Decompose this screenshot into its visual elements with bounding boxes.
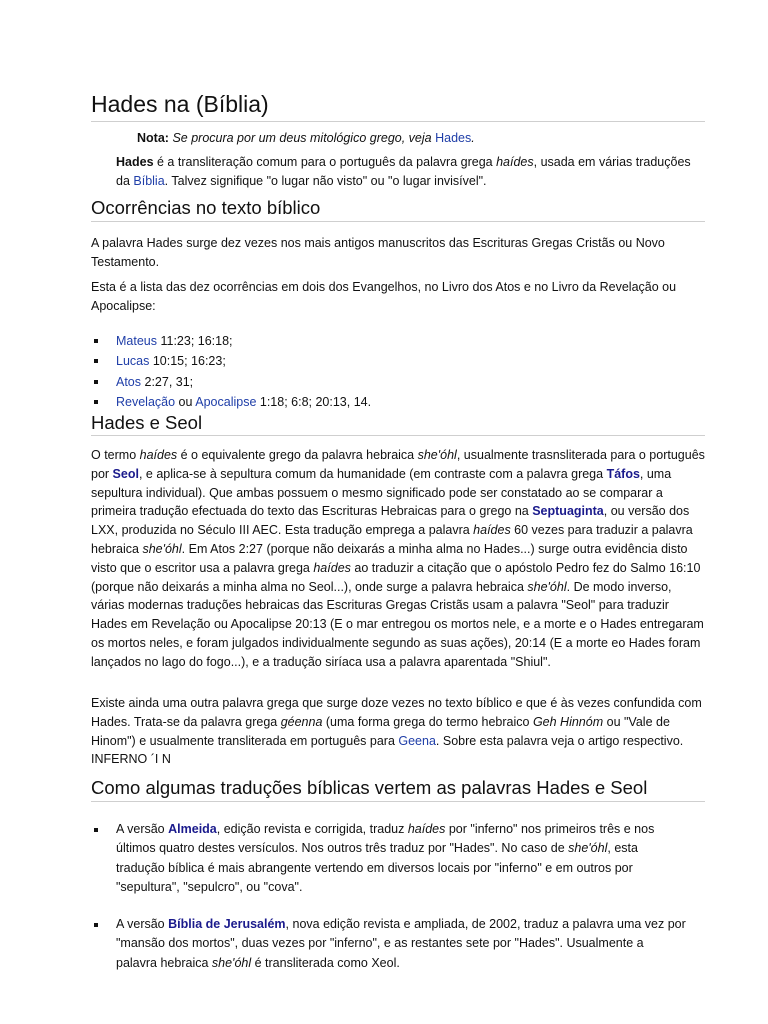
section-divider — [91, 801, 705, 802]
tafos-link[interactable]: Táfos — [606, 466, 640, 481]
disambiguation-note — [137, 129, 697, 148]
section-heading-ocorrencias: Ocorrências no texto bíblico — [91, 197, 321, 218]
list-item-text: , nova edição revista e ampliada, de 2002, traduz a palavra uma vez por "mansão dos mortos", duas vezes por "inferno", e as restantes sete por "Hades". Usualmente a palavra hebraica — [116, 917, 686, 970]
note-label: Nota: — [137, 131, 169, 145]
para-italic: haídes — [139, 448, 178, 462]
section2-paragraph-1 — [91, 446, 706, 672]
list-item-text: 1:18; 6:8; 20:13, 14. — [256, 394, 372, 409]
section1-paragraph-1: A palavra Hades surge dez vezes nos mais antigos manuscritos das Escrituras Gregas Cristãs ou Novo Testamento. — [91, 236, 665, 269]
list-item — [91, 820, 688, 897]
geena-link[interactable]: Geena — [398, 733, 436, 748]
list-item-text: 2:27, 31; — [141, 374, 194, 389]
list-item — [91, 372, 706, 392]
list-item-text: por "inferno" nos primeiros três e nos últimos quatro destes versículos. Nos outros três traduz por "Hades". No caso de — [116, 822, 655, 856]
para-text: O termo — [91, 448, 140, 462]
translation-list — [91, 820, 688, 973]
para-text: , ou versão dos LXX, produzida no Século III AEC. Esta tradução emprega a palavra — [91, 504, 690, 538]
section-divider — [91, 221, 705, 222]
seol-link[interactable]: Seol — [112, 466, 139, 481]
intro-text: é a transliteração comum para o português da palavra grega — [153, 155, 497, 169]
para-italic: she'óhl — [142, 541, 182, 556]
para-text: Existe ainda uma outra palavra grega que surge doze vezes no texto bíblico e que é às vezes confundida com Hades. Trata-se da palavra grega — [91, 696, 702, 729]
revelacao-link[interactable]: Revelação — [116, 394, 176, 409]
note-end: . — [471, 131, 475, 145]
list-item-text: A versão — [116, 917, 169, 932]
apocalipse-link[interactable]: Apocalipse — [195, 394, 257, 409]
para-text: (uma forma grega do termo hebraico — [322, 714, 533, 729]
list-item-italic: she'óhl — [568, 841, 608, 856]
occurrence-list — [91, 331, 706, 412]
list-item — [91, 351, 706, 371]
note-text: Se procura por um deus mitológico grego, veja — [172, 131, 432, 145]
para-italic: haídes — [313, 560, 351, 575]
intro-text: . Talvez signifique "o lugar não visto" ou "o lugar invisível". — [164, 173, 487, 188]
page-title: Hades na (Bíblia) — [91, 91, 269, 117]
list-item-text: 10:15; 16:23; — [149, 354, 226, 369]
almeida-link[interactable]: Almeida — [168, 822, 217, 836]
list-item-text: , esta tradução bíblica é mais abrangente vertendo em diversos locais por "inferno" e em outros por "sepultura", "sepulcro", ou "cova". — [116, 841, 638, 894]
para-text: , usualmente trasnsliterada para o português por — [91, 448, 705, 481]
list-item-text: 11:23; 16:18; — [157, 334, 233, 348]
para-italic: she'óhl — [527, 579, 567, 594]
section2-paragraph-2 — [91, 694, 706, 769]
para-text: . De modo inverso, várias modernas traduções hebraicas das Escrituras Gregas Cristãs usam a palavra "Seol" para traduzir Hades em Revelação ou Apocalipse 20:13 (E o mar entregou os mortos nele, e a morte e o Hades entregaram os mortos neles, e foram julgados individualmente segundo as suas ações), 20:14 (E a morte eo Hades foram lançados no lago do fogo...), e a tradução siríaca usa a palavra aparentada "Shiul". — [91, 579, 704, 669]
intro-text: , usada em várias traduções da — [116, 155, 691, 188]
list-item-text: A versão — [116, 822, 169, 836]
note-hades-link[interactable]: Hades — [435, 131, 472, 145]
septuaginta-link[interactable]: Septuaginta — [532, 504, 604, 519]
para-text: . Em Atos 2:27 (porque não deixarás a minha alma no Hades...) surge outra evidência disto visto que o escritor usa a palavra grega — [91, 541, 688, 575]
para-text: é o equivalente grego da palavra hebraica — [177, 448, 418, 462]
lucas-link[interactable]: Lucas — [116, 354, 150, 369]
biblia-jerusalem-link[interactable]: Bíblia de Jerusalém — [168, 917, 286, 932]
list-item-text: , edição revista e corrigida, traduz — [216, 822, 408, 836]
section-divider — [91, 435, 705, 436]
list-item — [91, 331, 706, 351]
intro-biblia-link[interactable]: Bíblia — [133, 173, 165, 188]
list-item — [91, 915, 688, 973]
intro-paragraph — [116, 153, 706, 191]
atos-link[interactable]: Atos — [116, 374, 142, 389]
mateus-link[interactable]: Mateus — [116, 334, 157, 348]
list-item-text: é transliterada como Xeol. — [251, 955, 400, 970]
intro-italic: haídes — [496, 155, 534, 169]
para-text: 60 vezes para traduzir a palavra hebraica — [91, 523, 693, 556]
para-text: , e aplica-se à sepultura comum da humanidade (em contraste com a palavra grega — [138, 466, 607, 481]
list-item-text: ou — [175, 394, 196, 409]
para-italic: géenna — [280, 714, 323, 729]
para-italic: haídes — [473, 523, 511, 538]
para-text: ou "Vale de Hinom") e usualmente transliterada em português para — [91, 714, 670, 748]
title-divider — [91, 121, 705, 122]
para-text: . Sobre esta palavra veja o artigo respectivo. INFERNO ´I N — [91, 733, 684, 767]
section-heading-traducoes: Como algumas traduções bíblicas vertem as palavras Hades e Seol — [91, 777, 648, 798]
para-italic: she'óhl — [417, 448, 457, 462]
list-item-italic: she'óhl — [211, 955, 252, 970]
section1-paragraph-2: Esta é a lista das dez ocorrências em dois dos Evangelhos, no Livro dos Atos e no Livro da Revelação ou Apocalipse: — [91, 280, 677, 313]
para-italic: Geh Hinnóm — [532, 714, 604, 729]
para-text: , uma sepultura individual). Que ambas possuem o mesmo significado pode ser constatado ao se comparar a primeira tradução efectuada do texto das Escrituras Hebraicas para o grego na — [91, 466, 672, 519]
list-item-italic: haídes — [407, 822, 446, 836]
section-heading-hades-seol: Hades e Seol — [91, 412, 203, 433]
para-text: ao traduzir a citação que o apóstolo Pedro fez do Salmo 16:10 (porque não deixarás a minha alma no Seol...), onde surge a palavra hebraica — [91, 560, 701, 594]
intro-bold-hades: Hades — [116, 155, 154, 169]
